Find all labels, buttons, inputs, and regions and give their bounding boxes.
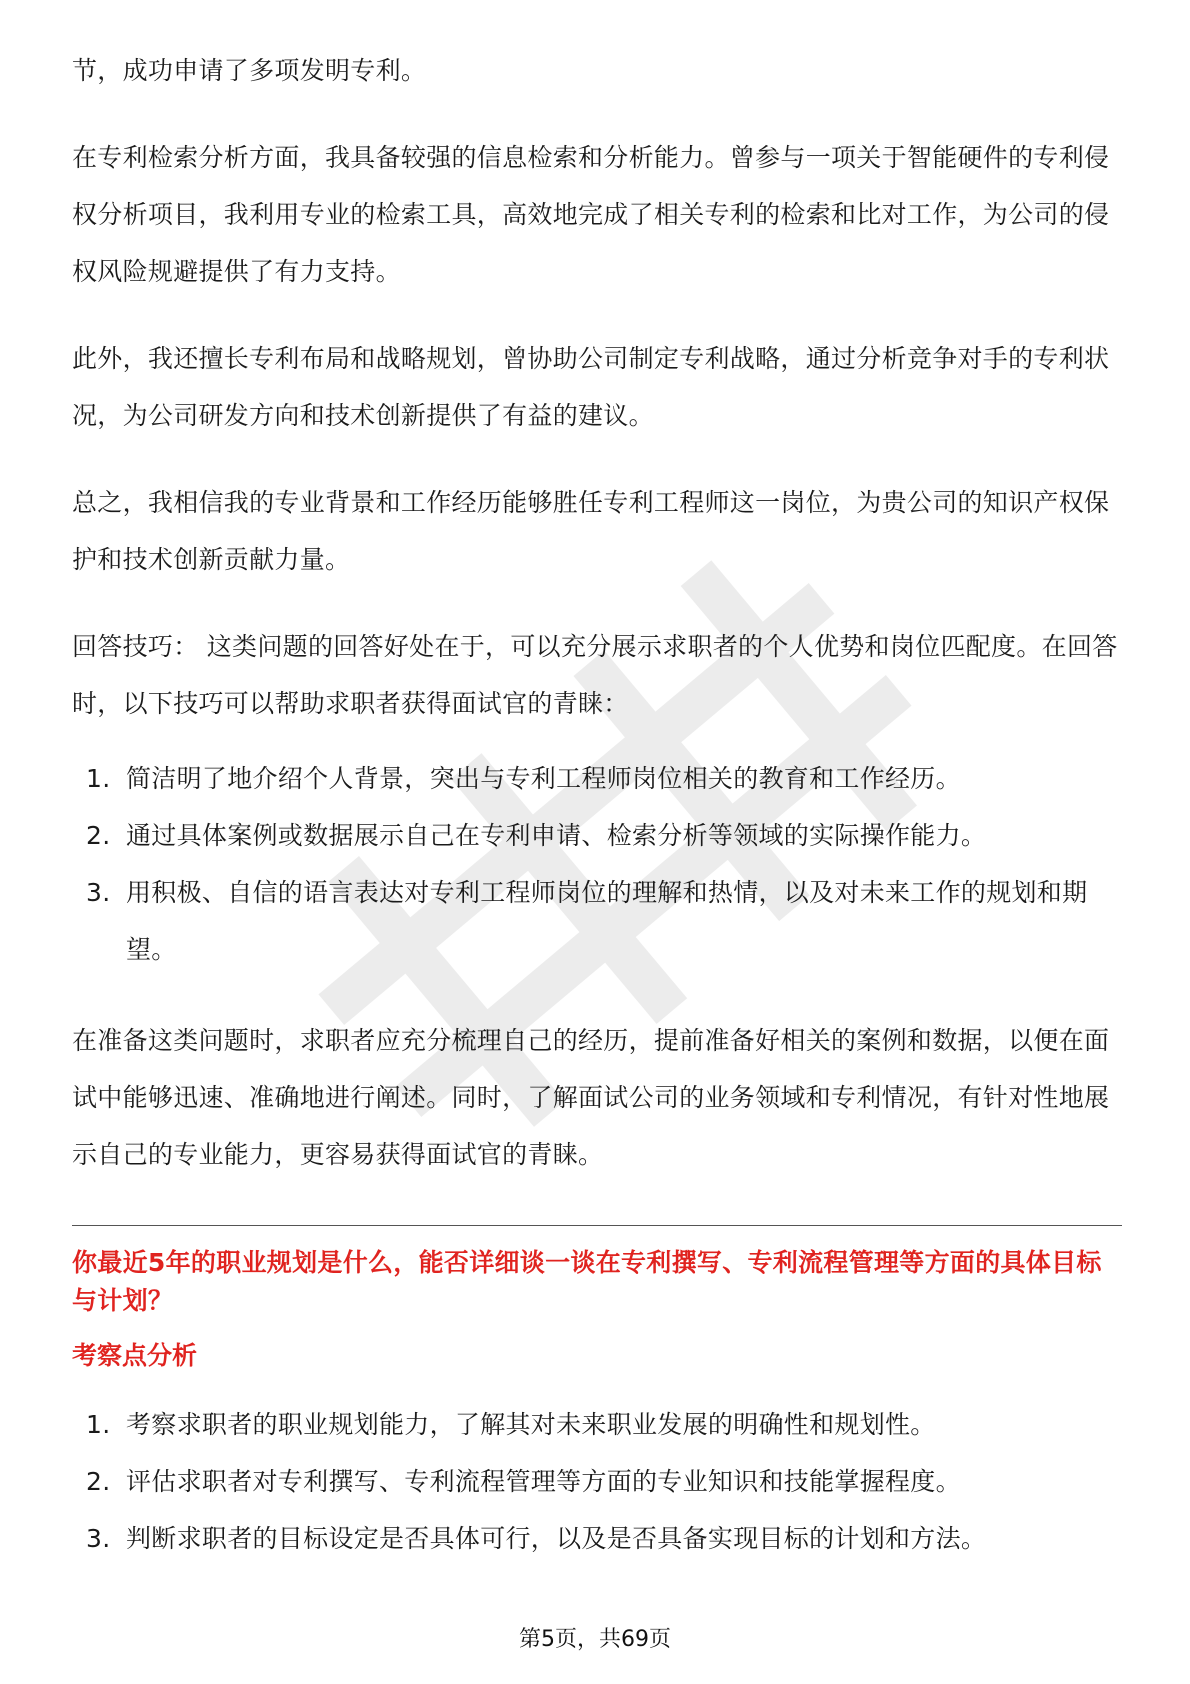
question-title: 你最近5年的职业规划是什么，能否详细谈一谈在专利撰写、专利流程管理等方面的具体目标与计划？ <box>72 1248 1102 1315</box>
analysis-points-list <box>72 1396 1122 1567</box>
list-item: 2. 评估求职者对专利撰写、专利流程管理等方面的专业知识和技能掌握程度。 <box>86 1467 961 1496</box>
list-item: 1. 考察求职者的职业规划能力，了解其对未来职业发展的明确性和规划性。 <box>86 1410 936 1439</box>
paragraph-continuation: 节，成功申请了多项发明专利。 <box>72 56 427 85</box>
tips-list <box>72 750 1122 978</box>
list-item: 1. 简洁明了地介绍个人背景，突出与专利工程师岗位相关的教育和工作经历。 <box>86 764 961 793</box>
paragraph-closing: 在准备这类问题时，求职者应充分梳理自己的经历，提前准备好相关的案例和数据，以便在面试中能够迅速、准确地进行阐述。同时，了解面试公司的业务领域和专利情况，有针对性地展示自己的专业能力，更容易获得面试官的青睐。 <box>72 1026 1110 1169</box>
list-item: 3. 用积极、自信的语言表达对专利工程师岗位的理解和热情，以及对未来工作的规划和期望。 <box>86 878 1088 964</box>
list-item: 2. 通过具体案例或数据展示自己在专利申请、检索分析等领域的实际操作能力。 <box>86 821 987 850</box>
list-item: 3. 判断求职者的目标设定是否具体可行，以及是否具备实现目标的计划和方法。 <box>86 1524 987 1553</box>
main-content <box>72 42 1122 1567</box>
paragraph-strategy: 此外，我还擅长专利布局和战略规划，曾协助公司制定专利战略，通过分析竞争对手的专利状况，为公司研发方向和技术创新提供了有益的建议。 <box>72 344 1110 430</box>
analysis-heading: 考察点分析 <box>72 1341 198 1370</box>
paragraph-search-analysis: 在专利检索分析方面，我具备较强的信息检索和分析能力。曾参与一项关于智能硬件的专利侵权分析项目，我利用专业的检索工具，高效地完成了相关专利的检索和比对工作，为公司的侵权风险规避提供了有力支持。 <box>72 143 1110 286</box>
paragraph-summary: 总之，我相信我的专业背景和工作经历能够胜任专利工程师这一岗位，为贵公司的知识产权保护和技术创新贡献力量。 <box>72 488 1110 574</box>
page-number: 第5页，共69页 <box>519 1627 671 1652</box>
paragraph-answer-tips: 回答技巧： 这类问题的回答好处在于，可以充分展示求职者的个人优势和岗位匹配度。在回答时，以下技巧可以帮助求职者获得面试官的青睐： <box>72 632 1118 718</box>
